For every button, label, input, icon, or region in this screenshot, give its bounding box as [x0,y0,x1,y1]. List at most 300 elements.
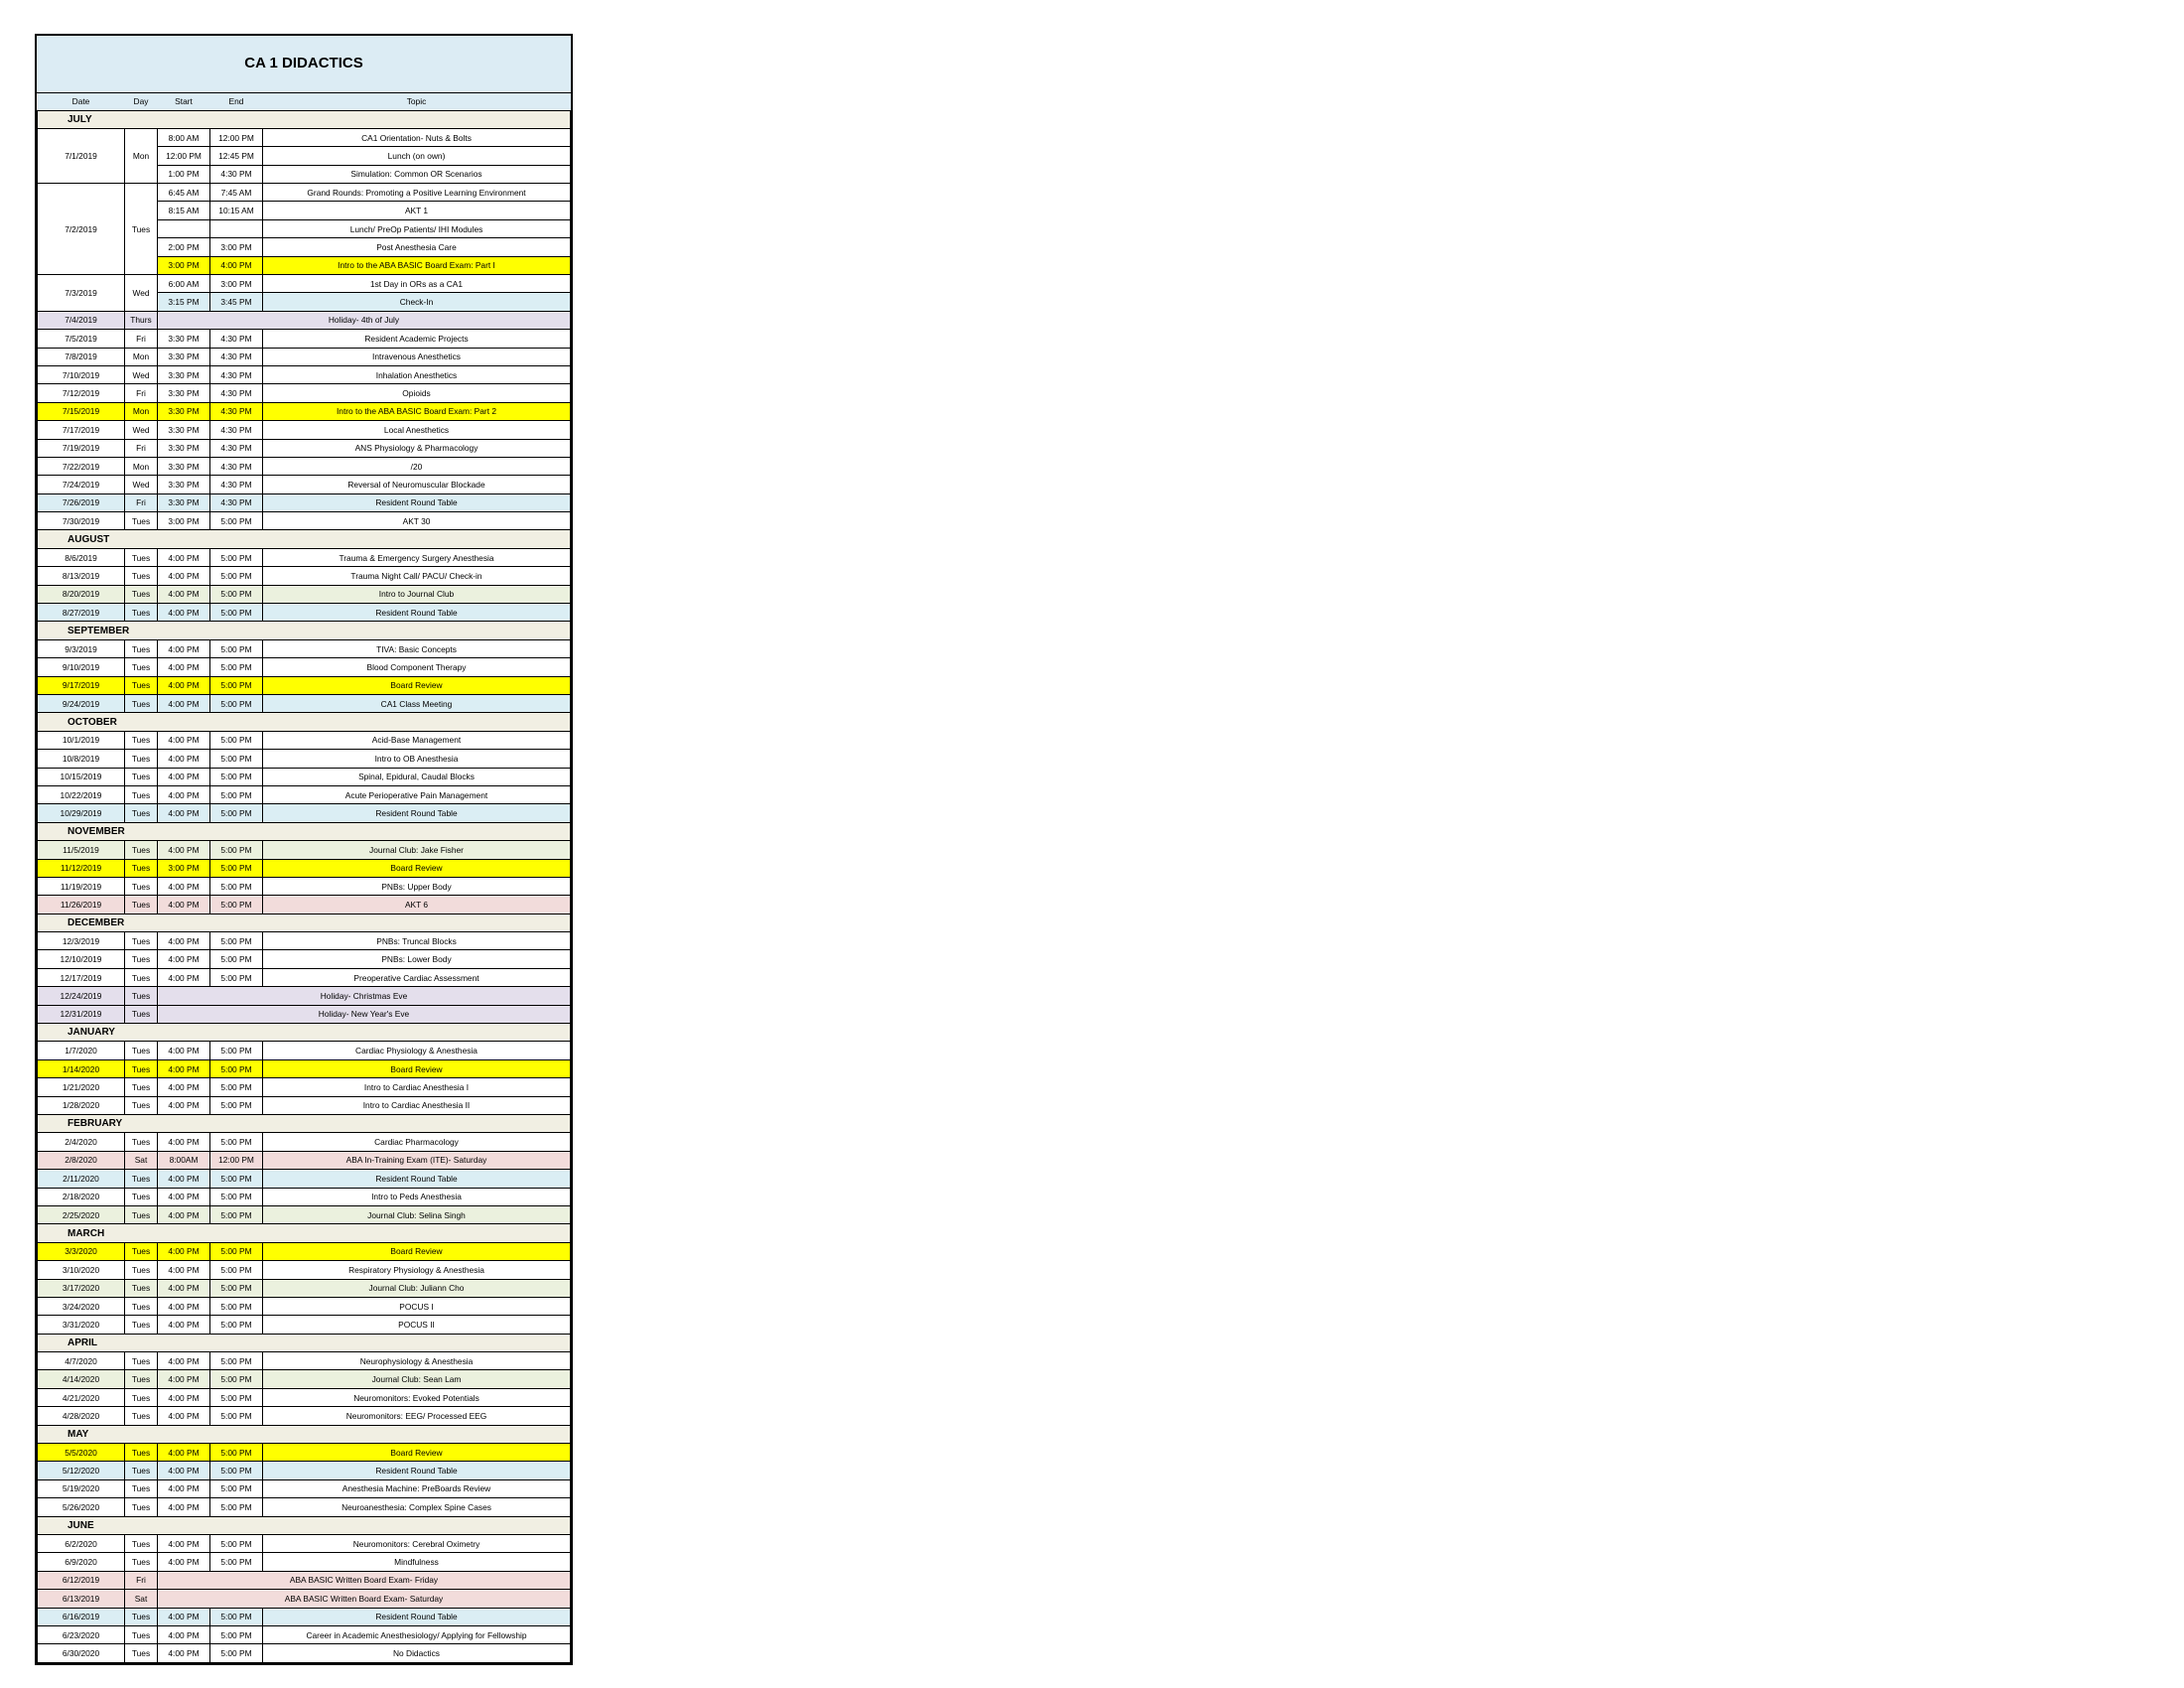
day-cell: Tues [125,639,158,657]
start-cell: 3:00 PM [158,512,210,530]
month-label: JUNE [38,1516,571,1534]
topic-cell: Trauma & Emergency Surgery Anesthesia [263,548,571,566]
topic-cell: Local Anesthetics [263,421,571,439]
header-date: Date [38,93,125,110]
start-cell: 4:00 PM [158,658,210,676]
topic-cell: Mindfulness [263,1553,571,1571]
end-cell: 4:30 PM [210,439,263,457]
end-cell: 5:00 PM [210,1444,263,1462]
end-cell: 5:00 PM [210,1205,263,1223]
day-cell: Tues [125,1059,158,1077]
topic-cell: Neuromonitors: Cerebral Oximetry [263,1534,571,1552]
end-cell: 4:30 PM [210,330,263,348]
date-cell: 10/8/2019 [38,750,125,768]
date-cell: 6/30/2020 [38,1644,125,1662]
end-cell: 4:30 PM [210,402,263,420]
topic-cell: Journal Club: Juliann Cho [263,1279,571,1297]
end-cell: 5:00 PM [210,1170,263,1188]
topic-cell: Resident Round Table [263,1170,571,1188]
schedule-row [38,184,571,202]
topic-cell: Cardiac Physiology & Anesthesia [263,1042,571,1059]
date-cell: 8/27/2019 [38,604,125,622]
topic-cell: Inhalation Anesthetics [263,365,571,383]
date-cell: 3/31/2020 [38,1316,125,1334]
date-cell: 5/5/2020 [38,1444,125,1462]
day-cell: Tues [125,1644,158,1662]
month-label: DECEMBER [38,914,571,931]
day-cell: Wed [125,365,158,383]
date-cell: 2/25/2020 [38,1205,125,1223]
date-cell: 8/20/2019 [38,585,125,603]
topic-cell: Intro to the ABA BASIC Board Exam: Part I [263,256,571,274]
day-cell: Tues [125,1498,158,1516]
month-label: AUGUST [38,530,571,548]
header-topic: Topic [263,93,571,110]
end-cell: 5:00 PM [210,1370,263,1388]
end-cell: 5:00 PM [210,658,263,676]
topic-cell: Lunch/ PreOp Patients/ IHI Modules [263,219,571,237]
day-cell: Fri [125,330,158,348]
month-label: FEBRUARY [38,1114,571,1132]
start-cell: 8:15 AM [158,202,210,219]
schedule-row [38,1170,571,1188]
start-cell: 4:00 PM [158,750,210,768]
end-cell: 5:00 PM [210,1479,263,1497]
schedule-row [38,548,571,566]
schedule-row [38,1242,571,1260]
day-cell: Tues [125,1370,158,1388]
month-row [38,110,571,128]
schedule-row [38,1279,571,1297]
schedule-row [38,567,571,585]
topic-cell: Journal Club: Selina Singh [263,1205,571,1223]
topic-cell: Intro to OB Anesthesia [263,750,571,768]
start-cell: 4:00 PM [158,604,210,622]
schedule-row [38,476,571,493]
day-cell: Fri [125,384,158,402]
date-cell: 12/17/2019 [38,968,125,986]
schedule-row [38,1188,571,1205]
month-row [38,1334,571,1351]
topic-cell: Board Review [263,1444,571,1462]
topic-cell: Check-In [263,293,571,311]
schedule-row [38,1625,571,1643]
start-cell: 3:00 PM [158,859,210,877]
topic-cell: AKT 6 [263,896,571,914]
month-row [38,1516,571,1534]
date-cell: 9/3/2019 [38,639,125,657]
schedule-row [38,658,571,676]
day-cell: Sat [125,1151,158,1169]
schedule-row [38,1133,571,1151]
topic-cell: Intro to Cardiac Anesthesia II [263,1096,571,1114]
day-cell: Thurs [125,311,158,329]
topic-cell: Respiratory Physiology & Anesthesia [263,1261,571,1279]
end-cell: 12:00 PM [210,1151,263,1169]
schedule-row [38,604,571,622]
schedule-row [38,457,571,475]
topic-cell: Spinal, Epidural, Caudal Blocks [263,768,571,785]
start-cell: 4:00 PM [158,676,210,694]
schedule-table [37,93,571,1663]
schedule-row [38,676,571,694]
schedule-row [38,512,571,530]
topic-cell: Simulation: Common OR Scenarios [263,165,571,183]
schedule-row [38,1096,571,1114]
start-cell: 4:00 PM [158,841,210,859]
date-cell: 12/31/2019 [38,1005,125,1023]
start-cell: 2:00 PM [158,238,210,256]
start-cell: 3:30 PM [158,457,210,475]
end-cell: 3:00 PM [210,238,263,256]
date-cell: 9/24/2019 [38,695,125,713]
start-cell: 3:30 PM [158,476,210,493]
day-cell: Tues [125,731,158,749]
end-cell: 5:00 PM [210,604,263,622]
month-label: OCTOBER [38,713,571,731]
end-cell: 5:00 PM [210,1242,263,1260]
end-cell: 5:00 PM [210,877,263,895]
end-cell: 5:00 PM [210,950,263,968]
end-cell: 5:00 PM [210,750,263,768]
date-cell: 11/12/2019 [38,859,125,877]
topic-cell: Career in Academic Anesthesiology/ Applying for Fellowship [263,1625,571,1643]
topic-cell: Resident Round Table [263,604,571,622]
date-cell: 3/10/2020 [38,1261,125,1279]
schedule-row [38,1444,571,1462]
topic-cell: PNBs: Truncal Blocks [263,932,571,950]
end-cell: 4:30 PM [210,365,263,383]
start-cell: 3:00 PM [158,256,210,274]
date-cell: 5/12/2020 [38,1462,125,1479]
date-cell: 4/14/2020 [38,1370,125,1388]
month-row [38,530,571,548]
date-cell: 12/3/2019 [38,932,125,950]
schedule-row [38,1059,571,1077]
end-cell: 3:45 PM [210,293,263,311]
day-cell: Tues [125,950,158,968]
day-cell: Tues [125,768,158,785]
end-cell: 5:00 PM [210,731,263,749]
start-cell: 4:00 PM [158,1498,210,1516]
end-cell: 5:00 PM [210,804,263,822]
day-cell: Tues [125,1078,158,1096]
start-cell: 4:00 PM [158,968,210,986]
start-cell: 4:00 PM [158,877,210,895]
topic-cell: Resident Academic Projects [263,330,571,348]
topic-cell: Intro to the ABA BASIC Board Exam: Part 2 [263,402,571,420]
schedule-body [38,110,571,1662]
day-cell: Tues [125,1608,158,1625]
day-cell: Tues [125,567,158,585]
end-cell: 5:00 PM [210,968,263,986]
day-cell: Tues [125,1188,158,1205]
day-cell: Wed [125,476,158,493]
date-cell: 4/28/2020 [38,1407,125,1425]
topic-cell: Intro to Peds Anesthesia [263,1188,571,1205]
schedule-row [38,1297,571,1315]
date-cell: 2/8/2020 [38,1151,125,1169]
date-cell: 7/30/2019 [38,512,125,530]
date-cell: 1/14/2020 [38,1059,125,1077]
end-cell: 5:00 PM [210,567,263,585]
topic-cell: Acute Perioperative Pain Management [263,785,571,803]
schedule-row [38,384,571,402]
schedule-row [38,1407,571,1425]
month-row [38,1425,571,1443]
start-cell: 4:00 PM [158,1352,210,1370]
topic-cell: ABA BASIC Written Board Exam- Saturday [158,1590,571,1608]
start-cell: 3:30 PM [158,384,210,402]
schedule-row [38,968,571,986]
topic-cell: Holiday- 4th of July [158,311,571,329]
date-cell: 7/15/2019 [38,402,125,420]
day-cell: Tues [125,1005,158,1023]
start-cell: 4:00 PM [158,768,210,785]
end-cell: 5:00 PM [210,1042,263,1059]
end-cell: 5:00 PM [210,1096,263,1114]
end-cell: 10:15 AM [210,202,263,219]
schedule-row [38,804,571,822]
day-cell: Tues [125,1479,158,1497]
start-cell: 4:00 PM [158,1297,210,1315]
start-cell: 3:30 PM [158,402,210,420]
topic-cell: Preoperative Cardiac Assessment [263,968,571,986]
topic-cell: Board Review [263,676,571,694]
date-cell: 7/10/2019 [38,365,125,383]
end-cell: 5:00 PM [210,1279,263,1297]
end-cell: 5:00 PM [210,1078,263,1096]
day-cell: Tues [125,1553,158,1571]
schedule-row [38,1608,571,1625]
end-cell: 5:00 PM [210,1608,263,1625]
end-cell: 5:00 PM [210,695,263,713]
topic-cell: Holiday- New Year's Eve [158,1005,571,1023]
schedule-row [38,877,571,895]
date-cell: 12/24/2019 [38,987,125,1005]
end-cell: 5:00 PM [210,932,263,950]
day-cell: Tues [125,1407,158,1425]
end-cell: 5:00 PM [210,1462,263,1479]
month-label: SEPTEMBER [38,622,571,639]
date-cell: 1/7/2020 [38,1042,125,1059]
schedule-row [38,987,571,1005]
month-row [38,1114,571,1132]
topic-cell: Resident Round Table [263,493,571,511]
day-cell: Tues [125,1042,158,1059]
date-cell: 12/10/2019 [38,950,125,968]
topic-cell: POCUS II [263,1316,571,1334]
day-cell: Tues [125,1279,158,1297]
end-cell: 3:00 PM [210,275,263,293]
start-cell: 4:00 PM [158,1388,210,1406]
schedule-row [38,1205,571,1223]
date-cell: 10/15/2019 [38,768,125,785]
end-cell: 5:00 PM [210,639,263,657]
schedule-row [38,750,571,768]
day-cell: Tues [125,932,158,950]
end-cell: 5:00 PM [210,841,263,859]
schedule-row [38,1462,571,1479]
start-cell: 4:00 PM [158,932,210,950]
day-cell: Tues [125,859,158,877]
end-cell: 12:45 PM [210,147,263,165]
day-cell: Tues [125,1534,158,1552]
start-cell: 6:00 AM [158,275,210,293]
header-start: Start [158,93,210,110]
month-row [38,1224,571,1242]
start-cell: 4:00 PM [158,695,210,713]
topic-cell: PNBs: Lower Body [263,950,571,968]
schedule-row [38,1571,571,1589]
start-cell: 4:00 PM [158,1078,210,1096]
end-cell: 4:30 PM [210,348,263,365]
schedule-row [38,896,571,914]
schedule-row [38,1370,571,1388]
end-cell: 4:30 PM [210,421,263,439]
date-cell: 9/17/2019 [38,676,125,694]
schedule-row [38,1644,571,1662]
start-cell: 4:00 PM [158,1261,210,1279]
month-label: NOVEMBER [38,822,571,840]
date-cell: 6/2/2020 [38,1534,125,1552]
date-cell: 2/18/2020 [38,1188,125,1205]
schedule-title: CA 1 DIDACTICS [37,36,571,93]
day-cell: Tues [125,1444,158,1462]
end-cell: 5:00 PM [210,768,263,785]
month-label: APRIL [38,1334,571,1351]
start-cell: 4:00 PM [158,1479,210,1497]
month-row [38,914,571,931]
end-cell: 5:00 PM [210,1553,263,1571]
date-cell: 6/9/2020 [38,1553,125,1571]
date-cell: 1/21/2020 [38,1078,125,1096]
schedule-row [38,311,571,329]
topic-cell: Journal Club: Sean Lam [263,1370,571,1388]
topic-cell: Trauma Night Call/ PACU/ Check-in [263,567,571,585]
topic-cell: Post Anesthesia Care [263,238,571,256]
day-cell: Fri [125,493,158,511]
schedule-row [38,841,571,859]
topic-cell: Reversal of Neuromuscular Blockade [263,476,571,493]
day-cell: Tues [125,841,158,859]
date-cell: 7/22/2019 [38,457,125,475]
end-cell: 5:00 PM [210,1352,263,1370]
date-cell: 8/6/2019 [38,548,125,566]
topic-cell: Resident Round Table [263,1462,571,1479]
date-cell: 7/17/2019 [38,421,125,439]
end-cell: 4:30 PM [210,457,263,475]
schedule-row [38,1388,571,1406]
end-cell: 5:00 PM [210,1407,263,1425]
start-cell: 8:00AM [158,1151,210,1169]
month-row [38,822,571,840]
start-cell: 4:00 PM [158,1462,210,1479]
end-cell: 5:00 PM [210,1059,263,1077]
day-cell: Tues [125,1625,158,1643]
start-cell: 4:00 PM [158,548,210,566]
topic-cell: Board Review [263,1242,571,1260]
end-cell: 5:00 PM [210,548,263,566]
date-cell: 8/13/2019 [38,567,125,585]
start-cell: 4:00 PM [158,1279,210,1297]
date-cell: 7/24/2019 [38,476,125,493]
day-cell: Sat [125,1590,158,1608]
end-cell: 5:00 PM [210,676,263,694]
schedule-row [38,402,571,420]
end-cell: 5:00 PM [210,1498,263,1516]
day-cell: Tues [125,896,158,914]
end-cell: 5:00 PM [210,1261,263,1279]
day-cell: Tues [125,968,158,986]
start-cell [158,219,210,237]
start-cell: 4:00 PM [158,1133,210,1151]
day-cell: Tues [125,785,158,803]
start-cell: 12:00 PM [158,147,210,165]
schedule-row [38,950,571,968]
schedule-row [38,365,571,383]
date-cell: 3/17/2020 [38,1279,125,1297]
start-cell: 3:30 PM [158,439,210,457]
month-row [38,1024,571,1042]
schedule-row [38,1534,571,1552]
schedule-row [38,859,571,877]
end-cell: 5:00 PM [210,1297,263,1315]
start-cell: 3:30 PM [158,348,210,365]
day-cell: Tues [125,1261,158,1279]
end-cell: 4:30 PM [210,493,263,511]
start-cell: 4:00 PM [158,1042,210,1059]
start-cell: 3:30 PM [158,421,210,439]
topic-cell: Neuromonitors: EEG/ Processed EEG [263,1407,571,1425]
day-cell: Tues [125,658,158,676]
schedule-row [38,1553,571,1571]
schedule-row [38,768,571,785]
day-cell: Tues [125,676,158,694]
topic-cell: AKT 30 [263,512,571,530]
schedule-row [38,1261,571,1279]
schedule-row [38,932,571,950]
topic-cell: Board Review [263,1059,571,1077]
topic-cell: No Didactics [263,1644,571,1662]
start-cell: 4:00 PM [158,1534,210,1552]
date-cell: 4/21/2020 [38,1388,125,1406]
day-cell: Tues [125,1205,158,1223]
schedule-row [38,493,571,511]
schedule-row [38,695,571,713]
end-cell: 4:30 PM [210,165,263,183]
topic-cell: Intravenous Anesthetics [263,348,571,365]
start-cell: 4:00 PM [158,1444,210,1462]
schedule-row [38,1590,571,1608]
schedule-row [38,128,571,146]
header-end: End [210,93,263,110]
schedule-row [38,1078,571,1096]
start-cell: 4:00 PM [158,567,210,585]
end-cell: 5:00 PM [210,1133,263,1151]
topic-cell: Journal Club: Jake Fisher [263,841,571,859]
date-cell: 7/4/2019 [38,311,125,329]
month-label: JANUARY [38,1024,571,1042]
schedule-row [38,639,571,657]
day-cell: Wed [125,421,158,439]
day-cell: Tues [125,987,158,1005]
date-cell: 6/12/2019 [38,1571,125,1589]
start-cell: 4:00 PM [158,1188,210,1205]
date-cell: 7/3/2019 [38,275,125,312]
end-cell: 4:00 PM [210,256,263,274]
date-cell: 7/2/2019 [38,184,125,275]
